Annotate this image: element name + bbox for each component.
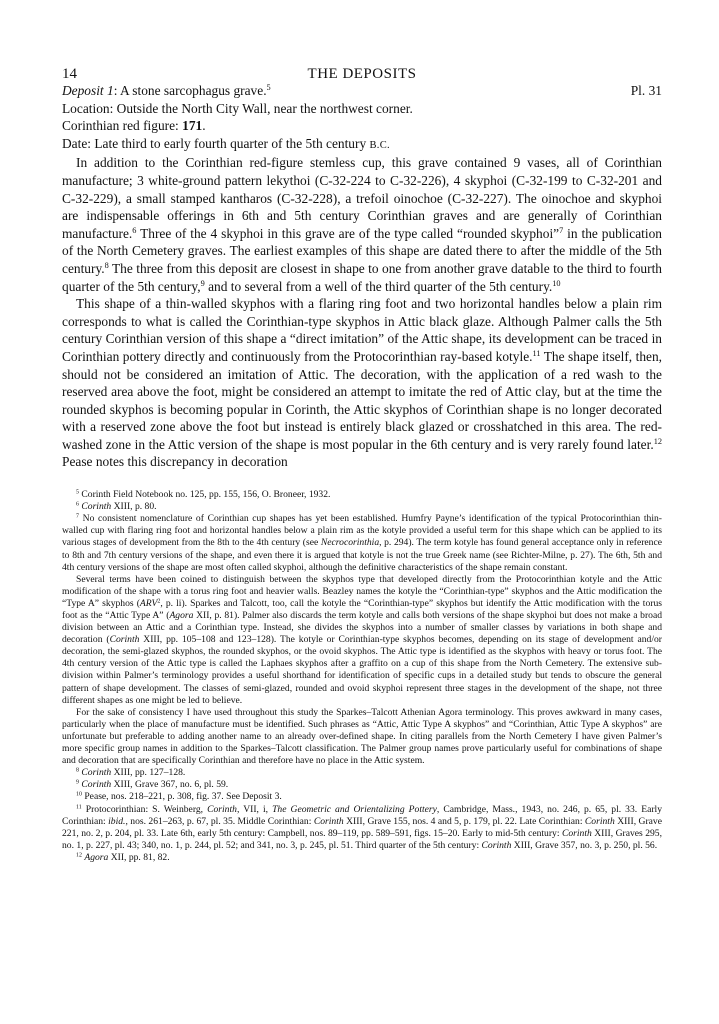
footnote-ref: 10 — [552, 278, 561, 288]
deposit-description: : A stone sarcophagus grave. — [113, 83, 267, 98]
page-number: 14 — [62, 66, 77, 82]
item-line: Corinthian red figure: 171. — [62, 118, 206, 134]
footnote-ref: 6 — [132, 225, 137, 235]
paragraph: In addition to the Corinthian red-figure stemless cup, this grave contained 9 vases, all of Corinthian manufacture; 3 white-ground pattern lekythoi (C-32-224 to C-32-226), 4 skyphoi (C-32-199 to C-32-201 and C-32-229), a small stamped kantharos (C-32-228), a trefoil oinochoe (C-32-227). The oinochoe and skyphoi are indispensable offerings in 6th and 5th century Corinthian graves and are generally of Corinthian manufacture.$^6$ Three of the 4 skyphoi in this grave are of the type called “rounded skyphoi”$^7$ in the publication of the North Cemetery graves. The earliest examples of this shape are dated there to after the middle of the 5th century.$^8$ The three from this deposit are closest in shape to one from another grave datable to the third to fourth quarter of the 5th century,$^9$ and to several from a well of the third quarter of the 5th century.$^{10}$ — [62, 155, 662, 294]
footnote-ref: 8 — [104, 260, 109, 270]
footnote-ref: 9 — [200, 278, 205, 288]
location-line: Location: Outside the North City Wall, near the northwest corner. — [62, 100, 413, 116]
footnote-6: $^6$ Corinth XIII, p. 80. — [76, 501, 157, 513]
date-line — [62, 135, 662, 155]
footnote-10: $^{10}$ Pease, nos. 218–221, p. 308, fig. 37. See Deposit 3. — [76, 791, 282, 803]
footnote-ref: 12 — [653, 436, 662, 446]
footnote-7-continued: Several terms have been coined to distinguish between the skyphos type that developed directly from the Protocorinthian kotyle and the Attic modification of the shape with a torus ring foot and heavier walls. Beazley names the kotyle the “Corinthian-type” skyphos and the Attic modification the “Type A” skyphos (ARV$^2$, p. li). Sparkes and Talcott, too, call the kotyle the “Corinthian-type” skyphos but identify the Attic modification with the torus foot as the “Attic Type A” (Agora XII, p. 81). Palmer also discards the term kotyle and calls both versions of the shape skyphoi but does not make a broad division between an Attic and a Corinthian type. Instead, she divides the skyphos into a number of smaller classes by variations in both shape and decoration (Corinth XIII, pp. 105–108 and 123–128). The kotyle or Corinthian-type skyphos becomes, depending on its stage of development and/or decoration, the semi-glazed skyphos, the rounded skyphos, or the ovoid skyphos. The Attic type is identified as the skyphos with heavy or torus foot. The 4th century version of the Attic type is called the Laphaes skyphos after a graffito on a cup of this shape from the North Cemetery. The extensive sub-division within Palmer’s terminology provides a useful shorthand for identification of specific cups in a detailed study but tends to obscure the general pattern of shape development. The classes of semi-glazed, rounded and ovoid skyphoi represent three stages in the development of the shape, not three different shapes as one might be led to believe. — [62, 573, 662, 706]
footnote-11: $^{11}$ Protocorinthian: S. Weinberg, Corinth, VII, i, The Geometric and Orientalizing Pottery, Cambridge, Mass., 1943, no. 246, p. 65, pl. 33. Early Corinthian: ibid., nos. 261–263, p. 67, pl. 35. Middle Corinthian: Corinth XIII, Grave 155, nos. 4 and 5, p. 179, pl. 22. Late Corinthian: Corinth XIII, Grave 221, no. 2, p. 204, pl. 33. Late 6th, early 5th century: Campbell, nos. 89–119, pp. 589–591, figs. 15–20. Early to mid-5th century: Corinth XIII, Graves 295, no. 1, p. 227, pl. 43; 340, no. 1, p. 244, pl. 52; and 341, no. 3, p. 245, pl. 51. Third quarter of the 5th century: Corinth XIII, Grave 357, no. 3, p. 250, pl. 56. — [62, 803, 662, 851]
footnote-ref: 7 — [559, 225, 564, 235]
paragraph: This shape of a thin-walled skyphos with a flaring ring foot and two horizontal handles below a plain rim corresponds to what is called the Corinthian-type skyphos in Attic black glaze. Although Palmer calls the 5th century Corinthian version of this shape a “direct imitation” of the Attic shape, its development can be traced in Corinthian pottery directly and continuously from the Protocorinthian ray-based kotyle.$^{11}$ The shape itself, then, should not be considered an imitation of Attic. The decoration, with the application of a red wash to the reserved area above the foot, might be considered an attempt to imitate the red of Attic clay, but at the time the rounded skyphos is becoming popular in Corinth, the Attic skyphos of Corinthian shape is no longer decorated with a reserved zone above the foot but instead is entirely black glazed or crosshatched in this area. The red-washed zone in the Attic version of the shape is most popular in the 6th century and is very rarely found later.$^{12}$ Pease notes this discrepancy in decoration — [62, 296, 663, 470]
deposit-title-line — [62, 82, 662, 100]
footnotes — [62, 489, 662, 864]
plate-reference: Pl. 31 — [630, 83, 662, 98]
item-label: Corinthian red figure: — [62, 118, 183, 134]
footnote-7-continued: For the sake of consistency I have used throughout this study the Sparkes–Talcott Athenian Agora terminology. This proves awkward in many cases, particularly when the place of manufacture must be identified. Such phrases as “Attic, Attic Type A skyphos” and “Corinthian, Attic Type A skyphos” are unfortunate but preferable to adding another name to an already over-defined shape. In citing parallels from the North Cemetery I have given Palmer’s more specific group names in addition to the Sparkes–Talcott classification. The Palmer group names prove particularly useful for combinations of shape and decoration that are specifically Corinthian and therefore have no place in the Attic system. — [62, 706, 662, 767]
deposit-header — [62, 82, 662, 154]
footnote-7: $^7$ No consistent nomenclature of Corinthian cup shapes has yet been established. Humfry Payne’s identification of the typical Protocorinthian thin-walled cup with flaring ring foot and horizontal handles below a plain rim as the kotyle provided a useful term for this shape which can be applied to its various stages of development from the 8th to the 4th century (see Necrocorinthia, p. 294). The term kotyle has found general acceptance only in reference to 8th and 7th century versions of the shape, and even there it is argued that kotyle is not the true Greek name (see Richter-Milne, p. 27). The 6th, 5th and 4th century versions of the shape are most often called skyphoi, although the definitive characteristics of the shape remain constant. — [62, 513, 662, 573]
footnote-ref: 5 — [266, 83, 271, 93]
running-header — [62, 52, 662, 82]
body-text — [62, 154, 662, 471]
footnote-12: $^{12}$ Agora XII, pp. 81, 82. — [76, 851, 170, 863]
footnote-5: $^5$ Corinth Field Notebook no. 125, pp. 155, 156, O. Broneer, 1932. — [76, 489, 331, 501]
footnote-8: $^8$ Corinth XIII, pp. 127–128. — [76, 767, 186, 779]
footnote-ref: 11 — [532, 348, 541, 358]
deposit-label: Deposit 1 — [62, 83, 114, 98]
footnote-9: $^9$ Corinth XIII, Grave 367, no. 6, pl. 59. — [76, 779, 229, 791]
running-title: THE DEPOSITS — [307, 66, 417, 82]
date-text: Date: Late third to early fourth quarter of the 5th century — [62, 135, 370, 151]
item-number: 171 — [182, 118, 203, 134]
date-era: B.C. — [369, 139, 390, 151]
document-page — [62, 52, 662, 864]
